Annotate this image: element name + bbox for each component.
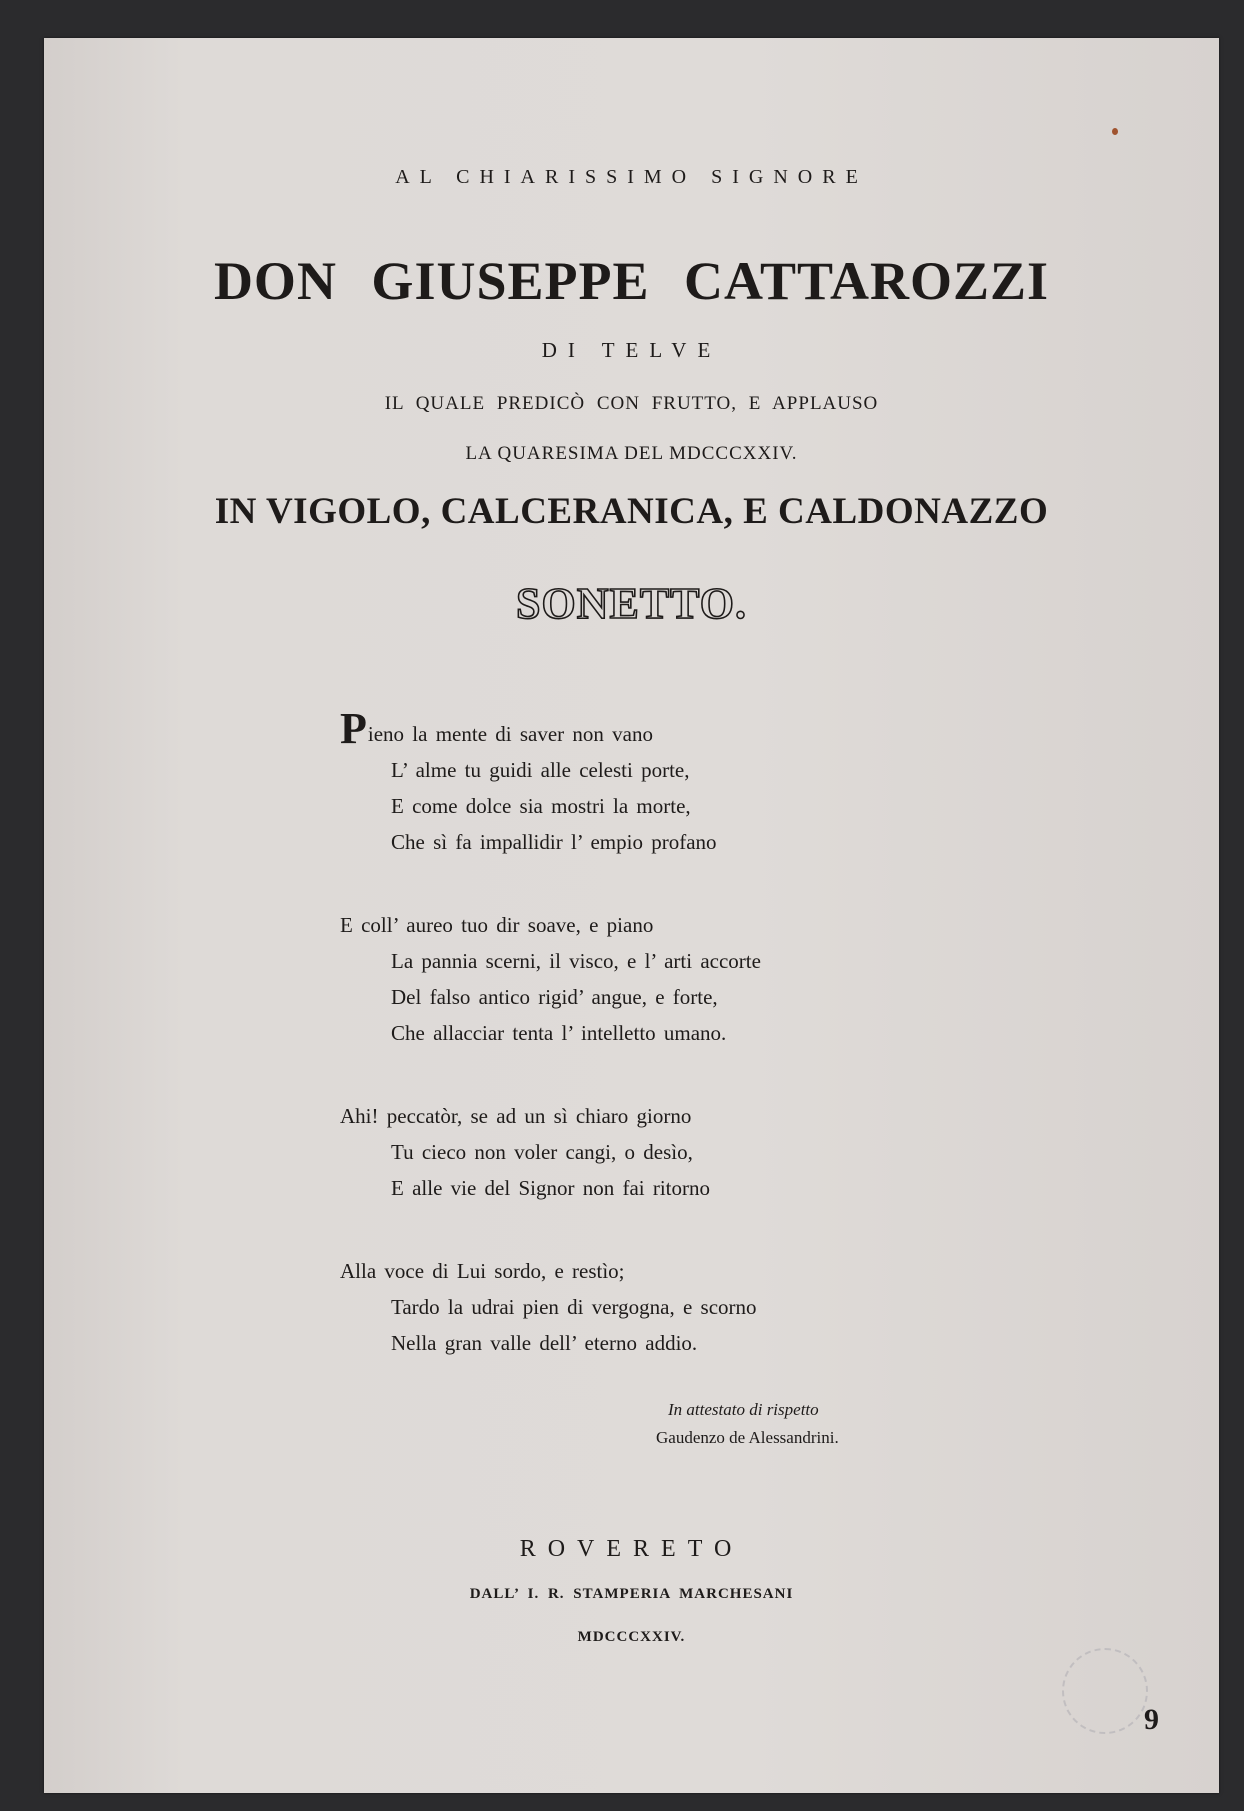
stanza-4: [340, 1253, 960, 1361]
library-stamp: [1062, 1648, 1148, 1734]
dedication-line: AL CHIARISSIMO SIGNORE: [395, 166, 868, 188]
sonnet: [340, 704, 960, 1408]
verse-line: Che allacciar tenta l’ intelletto umano.: [391, 1021, 727, 1045]
verse-line: Tardo la udrai pien di vergogna, e scorno: [391, 1295, 757, 1319]
poem-title: SONETTO.: [516, 579, 747, 628]
verse-line: Nella gran valle dell’ eterno addio.: [391, 1331, 698, 1355]
document-page: [44, 38, 1219, 1793]
verse-line: Che sì fa impallidir l’ empio profano: [391, 830, 717, 854]
places-line: IN VIGOLO, CALCERANICA, E CALDONAZZO: [214, 491, 1049, 532]
ink-stain: [1112, 128, 1118, 135]
signature-block: [656, 1396, 839, 1452]
honoree-name: DON GIUSEPPE CATTAROZZI: [213, 251, 1050, 311]
shelfmark-number: 9: [1144, 1703, 1159, 1736]
verse-line: Del falso antico rigid’ angue, e forte,: [391, 985, 718, 1009]
stanza-2: [340, 907, 960, 1051]
lent-date-line: LA QUARESIMA DEL MDCCCXXIV.: [465, 443, 798, 464]
stanza-3: [340, 1098, 960, 1206]
verse-line: La pannia scerni, il visco, e l’ arti accorte: [391, 949, 761, 973]
imprint-city: ROVERETO: [519, 1536, 744, 1562]
verse-line: Alla voce di Lui sordo, e restìo;: [340, 1259, 625, 1283]
tribute-line: In attestato di rispetto: [668, 1400, 819, 1419]
preaching-line: IL QUALE PREDICÒ CON FRUTTO, E APPLAUSO: [384, 393, 879, 414]
verse-line: E coll’ aureo tuo dir soave, e piano: [340, 913, 654, 937]
stanza-1: [340, 704, 960, 860]
drop-cap: P: [340, 704, 367, 753]
imprint-year: MDCCCXXIV.: [577, 1629, 686, 1645]
verse-line: L’ alme tu guidi alle celesti porte,: [391, 758, 690, 782]
author-name: Gaudenzo de Alessandrini.: [656, 1428, 839, 1447]
verse-line: Tu cieco non voler cangi, o desìo,: [391, 1140, 693, 1164]
verse-line: E alle vie del Signor non fai ritorno: [391, 1176, 711, 1200]
verse-text: ieno la mente di saver non vano: [367, 722, 653, 746]
verse-line: E come dolce sia mostri la morte,: [391, 794, 691, 818]
honoree-origin: DI TELVE: [541, 338, 722, 362]
verse-line: [340, 704, 960, 753]
verse-line: Ahi! peccatòr, se ad un sì chiaro giorno: [340, 1104, 692, 1128]
imprint-printer: DALL’ I. R. STAMPERIA MARCHESANI: [469, 1586, 794, 1602]
